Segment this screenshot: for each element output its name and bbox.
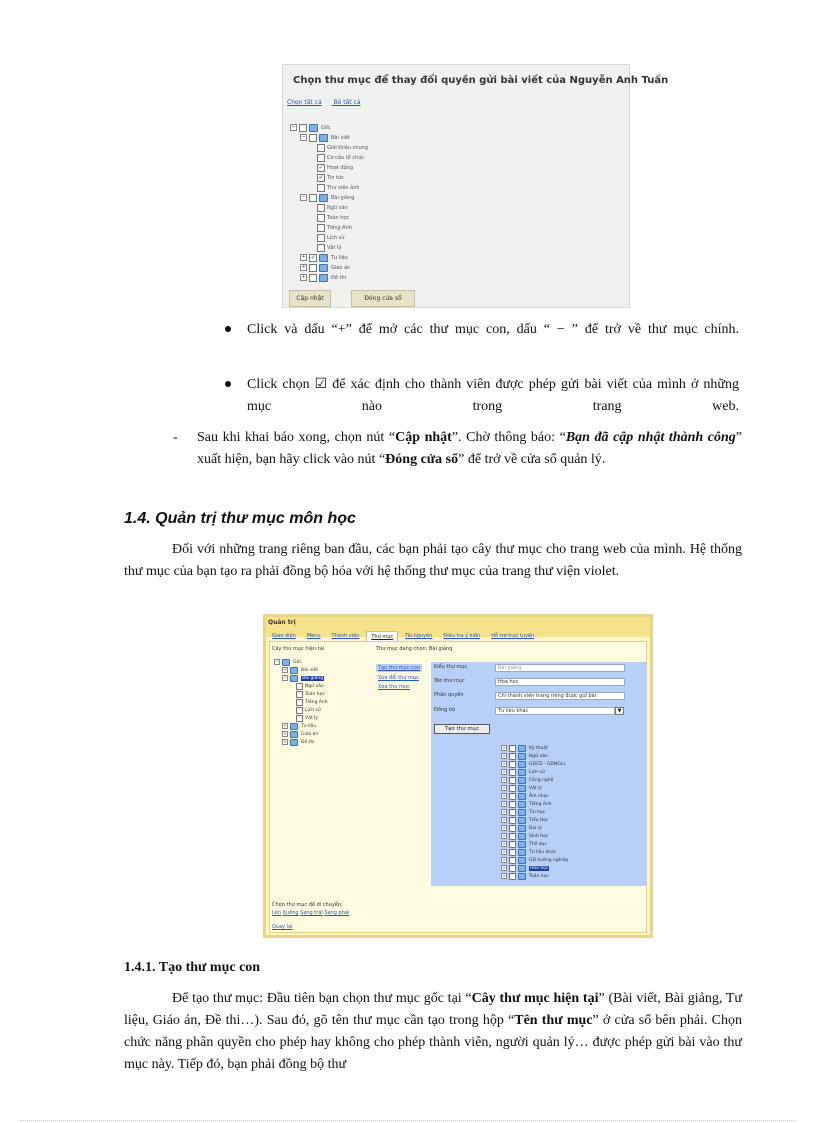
tree-row[interactable] bbox=[290, 698, 328, 706]
tree-item-label: Tiếng Anh bbox=[327, 224, 353, 231]
create-subfolder-link[interactable]: Tạo thư mục con bbox=[378, 665, 421, 671]
expand-icon[interactable]: + bbox=[502, 793, 506, 798]
tree-row[interactable] bbox=[282, 722, 316, 730]
sync-item-label: Công nghệ bbox=[529, 777, 554, 783]
sync-item-label: Lịch sử bbox=[529, 769, 545, 775]
sync-item-label: Tư liệu khác bbox=[529, 849, 557, 855]
current-tree-title: Cây thư mục hiện tại bbox=[272, 646, 325, 652]
folder-icon bbox=[518, 865, 526, 872]
folder-icon bbox=[319, 274, 328, 282]
tree-item-label: Lịch sử bbox=[305, 707, 321, 713]
tree-item-label: Tiếng Anh bbox=[305, 699, 328, 705]
checkbox[interactable] bbox=[509, 777, 516, 784]
sync-item-label: GDCD - GDNGLL bbox=[529, 761, 566, 767]
type-label: Kiểu thư mục bbox=[434, 664, 468, 670]
tree-item-label: Tin tức bbox=[327, 174, 344, 181]
select-all-link[interactable]: Chọn tất cả bbox=[287, 99, 322, 106]
tree-row[interactable] bbox=[290, 706, 321, 714]
checkbox[interactable] bbox=[509, 873, 516, 880]
update-button[interactable]: Cập nhật bbox=[289, 290, 331, 307]
tree-row bbox=[310, 243, 341, 252]
checkbox[interactable] bbox=[317, 214, 325, 222]
folder-icon bbox=[518, 761, 526, 768]
tree-row bbox=[310, 153, 364, 162]
admin-tab[interactable]: Thư mục bbox=[366, 631, 398, 642]
bold-text: Đóng cửa sổ bbox=[385, 452, 459, 467]
expand-icon[interactable]: + bbox=[502, 833, 506, 838]
collapse-icon[interactable]: − bbox=[275, 659, 279, 664]
tree-row[interactable] bbox=[282, 730, 318, 738]
tree-item-label: Giới thiệu chung bbox=[327, 144, 369, 151]
tree-row bbox=[290, 123, 331, 132]
tree-row bbox=[310, 233, 344, 242]
folder-icon bbox=[319, 254, 328, 262]
sync-tree-row[interactable] bbox=[501, 808, 545, 816]
tree-item-label: Bài viết bbox=[301, 667, 318, 673]
tree-row bbox=[310, 173, 344, 182]
tree-item-label: Tư liệu bbox=[301, 723, 317, 729]
checkbox[interactable] bbox=[509, 809, 516, 816]
folder-icon bbox=[518, 793, 526, 800]
bold-italic-text: Bạn đã cập nhật thành công bbox=[565, 430, 736, 445]
folder-admin-screenshot bbox=[263, 614, 653, 938]
admin-tab[interactable]: Menu bbox=[306, 633, 321, 639]
tree-item-label: Giáo án bbox=[301, 731, 319, 737]
expand-icon[interactable]: + bbox=[283, 723, 287, 728]
admin-tab[interactable]: Thành viên bbox=[331, 633, 360, 639]
folder-icon bbox=[282, 659, 290, 666]
text-run: ” (Bài viết, Bài giảng, Tư liệu, Giáo án, Đề thi…). Sau đó, gõ tên thư mục cần tạo trong hộp “ bbox=[124, 991, 742, 1028]
checkbox[interactable] bbox=[317, 144, 325, 152]
admin-title: Quản trị bbox=[268, 619, 296, 626]
move-right-link[interactable]: Sang phải bbox=[324, 910, 350, 916]
bullet-text-1 bbox=[247, 319, 739, 341]
tree-row bbox=[300, 193, 354, 202]
tree-row[interactable] bbox=[290, 714, 318, 722]
expand-icon[interactable]: + bbox=[502, 785, 506, 790]
folder-icon bbox=[290, 667, 298, 674]
folder-icon bbox=[518, 745, 526, 752]
expand-icon[interactable]: + bbox=[502, 809, 506, 814]
admin-tab[interactable]: Hỗ trợ trực tuyến bbox=[491, 633, 535, 639]
admin-tab[interactable]: Điều tra ý kiến bbox=[443, 633, 481, 639]
folder-icon bbox=[518, 769, 526, 776]
folder-icon bbox=[518, 873, 526, 880]
checkbox[interactable] bbox=[309, 264, 317, 272]
sync-item-label: Địa lý bbox=[529, 825, 542, 831]
expand-icon[interactable]: + bbox=[502, 857, 506, 862]
checkbox[interactable] bbox=[509, 753, 516, 760]
sync-tree-row[interactable] bbox=[501, 848, 556, 856]
sync-item-label: Âm nhạc bbox=[529, 793, 549, 799]
bullet-2-content: Click chọn ☑ để xác định cho thành viên được phép gửi bài viết của mình ở những mục nào trong trang web. bbox=[247, 377, 739, 414]
bullet-dot bbox=[225, 326, 231, 332]
dash-marker: - bbox=[173, 430, 178, 445]
sync-item-label: Tin học bbox=[529, 809, 546, 815]
permission-select[interactable]: Chỉ thành viên trang riêng được gửi bài bbox=[495, 692, 625, 700]
tree-item-label: Gốc bbox=[321, 124, 331, 131]
tree-row bbox=[310, 213, 349, 222]
page-footer-line bbox=[20, 1120, 796, 1121]
checkbox[interactable] bbox=[309, 274, 317, 282]
folder-icon bbox=[319, 264, 328, 272]
sync-item-label: Ngữ văn bbox=[529, 753, 548, 759]
folder-icon bbox=[518, 833, 526, 840]
tree-row[interactable] bbox=[282, 738, 315, 746]
tree-item-label: Hoạt động bbox=[327, 164, 354, 171]
bold-text: Cập nhật bbox=[395, 430, 452, 445]
tree-row[interactable] bbox=[290, 682, 324, 690]
tree-item-label: Tư liệu bbox=[331, 254, 348, 261]
sync-tree-row[interactable] bbox=[501, 760, 566, 768]
collapse-icon[interactable]: − bbox=[291, 124, 296, 130]
name-label: Tên thư mục bbox=[434, 678, 465, 684]
folder-icon bbox=[290, 739, 298, 746]
sync-tree-row[interactable] bbox=[501, 856, 568, 864]
checkbox[interactable] bbox=[317, 184, 325, 192]
deselect-all-link[interactable]: Bỏ tất cả bbox=[333, 99, 361, 106]
checkbox[interactable] bbox=[509, 841, 516, 848]
sync-tree-row[interactable] bbox=[501, 816, 549, 824]
checkbox[interactable] bbox=[509, 801, 516, 808]
move-left-link[interactable]: Sang trái bbox=[300, 910, 323, 916]
checkbox[interactable] bbox=[317, 224, 325, 232]
move-up-link[interactable]: Lên bbox=[272, 910, 281, 916]
move-links bbox=[272, 910, 349, 916]
tree-item-label: Giáo án bbox=[331, 264, 351, 271]
selected-folder-title: Thư mục đang chọn: Bài giảng bbox=[376, 646, 453, 652]
bold-text: Cây thư mục hiện tại bbox=[471, 991, 599, 1006]
text-run: Sau khi khai báo xong, chọn nút “ bbox=[197, 430, 396, 445]
sync-tree-row[interactable] bbox=[501, 744, 548, 752]
expand-icon[interactable]: + bbox=[301, 274, 306, 280]
sync-item-label: Thể dục bbox=[529, 841, 547, 847]
sync-tree-row[interactable] bbox=[501, 824, 542, 832]
expand-icon[interactable]: + bbox=[502, 865, 506, 870]
back-link[interactable]: Quay lại bbox=[272, 924, 293, 930]
tree-row[interactable] bbox=[274, 658, 302, 666]
tree-item-label: Bài giảng bbox=[302, 675, 324, 681]
tree-item-label: Ngữ văn bbox=[305, 683, 324, 689]
tree-row bbox=[300, 263, 350, 272]
tree-item-label: Bài viết bbox=[331, 134, 350, 141]
collapse-icon[interactable]: − bbox=[301, 194, 306, 200]
expand-icon[interactable]: + bbox=[301, 254, 306, 260]
file-icon bbox=[296, 683, 303, 690]
expand-icon[interactable]: + bbox=[502, 769, 506, 774]
sync-tree-row[interactable] bbox=[501, 864, 549, 872]
sync-tree-row[interactable] bbox=[501, 792, 549, 800]
expand-icon[interactable]: + bbox=[502, 761, 506, 766]
tree-row bbox=[310, 203, 348, 212]
text-run: ” để trở về cửa sổ quản lý. bbox=[458, 452, 606, 467]
checkbox[interactable] bbox=[309, 194, 317, 202]
sync-tree-row[interactable] bbox=[501, 800, 552, 808]
checkbox[interactable] bbox=[317, 244, 325, 252]
checkbox[interactable] bbox=[509, 769, 516, 776]
bullet-1-content: Click và dấu “+” để mở các thư mục con, dấu “ − ” để trở về thư mục chính. bbox=[247, 322, 739, 337]
folder-permission-screenshot bbox=[282, 64, 669, 308]
expand-icon[interactable]: + bbox=[502, 801, 506, 806]
expand-icon[interactable]: + bbox=[502, 873, 506, 878]
folder-icon bbox=[518, 777, 526, 784]
checkbox[interactable] bbox=[509, 825, 516, 832]
expand-icon[interactable]: + bbox=[502, 777, 506, 782]
tree-row bbox=[310, 223, 352, 232]
text-run: ” xuất hiện, bạn hãy click vào nút “ bbox=[197, 430, 742, 467]
expand-icon[interactable]: + bbox=[502, 817, 506, 822]
expand-icon[interactable]: + bbox=[283, 739, 287, 744]
sync-tree-row[interactable] bbox=[501, 768, 545, 776]
tree-item-label: Thư viện ảnh bbox=[327, 184, 360, 191]
collapse-icon[interactable]: − bbox=[301, 134, 306, 140]
text-run: Để tạo thư mục: Đầu tiên bạn chọn thư mục gốc tại “ bbox=[172, 991, 472, 1006]
bullet-text-2 bbox=[247, 374, 739, 418]
folder-icon bbox=[290, 675, 298, 682]
checkbox[interactable]: ✓ bbox=[310, 253, 316, 261]
folder-icon bbox=[319, 194, 328, 202]
file-icon bbox=[296, 715, 303, 722]
tree-item-label: Lịch sử bbox=[327, 234, 345, 241]
tree-item-label: Toán học bbox=[327, 214, 350, 221]
sync-item-label: Toán học bbox=[529, 873, 549, 879]
folder-name-input[interactable]: Hóa học bbox=[495, 678, 625, 686]
folder-icon bbox=[309, 124, 318, 132]
checkbox[interactable] bbox=[509, 785, 516, 792]
sync-item-label: GD hướng nghiệp bbox=[529, 857, 569, 863]
tree-item-label: Cơ cấu tổ chức bbox=[327, 154, 365, 161]
file-icon bbox=[296, 699, 303, 706]
sync-tree-row[interactable] bbox=[501, 832, 548, 840]
admin-tabs bbox=[268, 631, 541, 641]
admin-tab[interactable]: Giao diện bbox=[272, 633, 296, 639]
tree-row bbox=[310, 183, 360, 192]
checkbox[interactable] bbox=[509, 849, 516, 856]
folder-form-area bbox=[431, 662, 647, 886]
tree-item-label: Toán học bbox=[305, 691, 325, 697]
folder-icon bbox=[319, 134, 328, 142]
update-instruction-paragraph bbox=[197, 427, 742, 471]
folder-icon bbox=[518, 849, 526, 856]
file-icon bbox=[296, 707, 303, 714]
admin-tab[interactable]: Tài nguyên bbox=[405, 633, 433, 639]
dropdown-arrow-icon[interactable]: ▼ bbox=[615, 707, 624, 715]
checkbox[interactable] bbox=[509, 857, 516, 864]
create-folder-button[interactable]: Tạo thư mục bbox=[434, 724, 490, 734]
checkbox[interactable] bbox=[509, 761, 516, 768]
folder-icon bbox=[518, 857, 526, 864]
checkbox[interactable] bbox=[317, 234, 325, 242]
subsection-heading: 1.4.1. Tạo thư mục con bbox=[124, 960, 261, 975]
checkbox[interactable] bbox=[509, 833, 516, 840]
folder-icon bbox=[518, 841, 526, 848]
checkbox[interactable]: ✓ bbox=[318, 163, 324, 171]
bullet-dot bbox=[225, 381, 231, 387]
file-icon bbox=[296, 691, 303, 698]
tree-item-label: Ngữ văn bbox=[327, 204, 348, 211]
sync-item-label: Hóa học bbox=[530, 865, 549, 871]
tree-row bbox=[300, 273, 346, 282]
delete-folder-link[interactable]: Xóa thư mục bbox=[378, 684, 410, 690]
create-folder-paragraph bbox=[124, 988, 742, 1076]
permission-folder-tree bbox=[283, 65, 631, 285]
sync-select[interactable]: Tư liệu khác bbox=[495, 707, 615, 715]
checkbox[interactable]: ✓ bbox=[318, 173, 324, 181]
section-paragraph: Đối với những trang riêng ban đầu, các bạn phải tạo cây thư mục cho trang web của mình. Hệ thống thư mục của bạn tạo ra phải đồng bộ hóa với hệ thống thư mục của trang thư viện violet. bbox=[124, 542, 742, 579]
checkbox[interactable] bbox=[317, 154, 325, 162]
tree-row bbox=[300, 253, 348, 262]
folder-icon bbox=[290, 731, 298, 738]
expand-icon[interactable]: + bbox=[502, 849, 506, 854]
bold-text: Tên thư mục bbox=[514, 1013, 593, 1028]
sync-tree-row[interactable] bbox=[501, 872, 549, 880]
checkbox[interactable] bbox=[509, 745, 516, 752]
expand-icon[interactable]: + bbox=[283, 667, 287, 672]
expand-icon[interactable]: + bbox=[502, 753, 506, 758]
text-run: ” ở cửa sổ bên phải. Chọn chức năng phân quyền cho phép hay không cho phép thành viên, người quản lý… được phép gửi bài vào thư mục này. Tiếp đó, bạn phải đồng bộ thư bbox=[124, 1013, 742, 1072]
tree-row[interactable] bbox=[282, 674, 324, 682]
expand-icon[interactable]: + bbox=[502, 745, 506, 750]
folder-icon bbox=[518, 817, 526, 824]
folder-icon bbox=[518, 809, 526, 816]
move-title: Chọn thư mục để di chuyển: bbox=[272, 902, 343, 908]
folder-icon bbox=[518, 753, 526, 760]
sync-item-label: Kỹ thuật bbox=[529, 745, 549, 751]
sync-tree-row[interactable] bbox=[501, 776, 553, 784]
move-down-link[interactable]: Xuống bbox=[282, 910, 299, 916]
tree-row bbox=[300, 133, 350, 142]
perm-label: Phân quyền bbox=[434, 692, 464, 698]
checkbox[interactable] bbox=[299, 124, 307, 132]
admin-panel bbox=[269, 641, 647, 933]
tree-item-label: Bài giảng bbox=[331, 194, 355, 201]
checkbox[interactable] bbox=[309, 134, 317, 142]
tree-item-label: Đề thi bbox=[331, 274, 347, 281]
tree-item-label: Vật lý bbox=[305, 715, 318, 721]
checkbox[interactable] bbox=[509, 793, 516, 800]
expand-icon[interactable]: + bbox=[502, 841, 506, 846]
tree-item-label: Vật lý bbox=[327, 244, 342, 251]
permission-dialog-title: Chọn thư mục để thay đổi quyền gửi bài viết của Nguyễn Anh Tuấn bbox=[293, 75, 669, 86]
edit-folder-link[interactable]: Sửa đổi thư mục bbox=[378, 675, 419, 681]
tree-row bbox=[310, 143, 368, 152]
sync-item-label: Tiểu Học bbox=[529, 817, 549, 823]
type-select[interactable]: Bài giảng bbox=[495, 664, 625, 672]
text-run: ”. Chờ thông báo: “ bbox=[451, 430, 566, 445]
folder-icon bbox=[290, 723, 298, 730]
checkbox[interactable] bbox=[317, 204, 325, 212]
expand-icon[interactable]: + bbox=[301, 264, 306, 270]
tree-row[interactable] bbox=[282, 666, 318, 674]
tree-row[interactable] bbox=[290, 690, 325, 698]
folder-icon bbox=[518, 825, 526, 832]
folder-icon bbox=[518, 801, 526, 808]
close-window-button[interactable]: Đóng cửa sổ bbox=[351, 290, 415, 307]
sync-item-label: Sinh học bbox=[529, 833, 549, 839]
section-heading: 1.4. Quản trị thư mục môn học bbox=[124, 510, 356, 527]
sync-tree-row[interactable] bbox=[501, 752, 548, 760]
expand-icon[interactable]: + bbox=[283, 731, 287, 736]
tree-item-label: Gốc bbox=[293, 659, 302, 665]
tree-row bbox=[310, 163, 353, 172]
sync-tree-row[interactable] bbox=[501, 784, 542, 792]
tree-item-label: Đề thi bbox=[301, 739, 315, 745]
sync-item-label: Tiếng Anh bbox=[529, 801, 552, 807]
sync-item-label: Vật lý bbox=[529, 785, 542, 791]
collapse-icon[interactable]: − bbox=[283, 675, 287, 680]
checkbox[interactable] bbox=[509, 865, 516, 872]
sync-label: Đồng bộ bbox=[434, 707, 456, 713]
sync-tree-row[interactable] bbox=[501, 840, 547, 848]
checkbox[interactable] bbox=[509, 817, 516, 824]
folder-icon bbox=[518, 785, 526, 792]
expand-icon[interactable]: + bbox=[502, 825, 506, 830]
